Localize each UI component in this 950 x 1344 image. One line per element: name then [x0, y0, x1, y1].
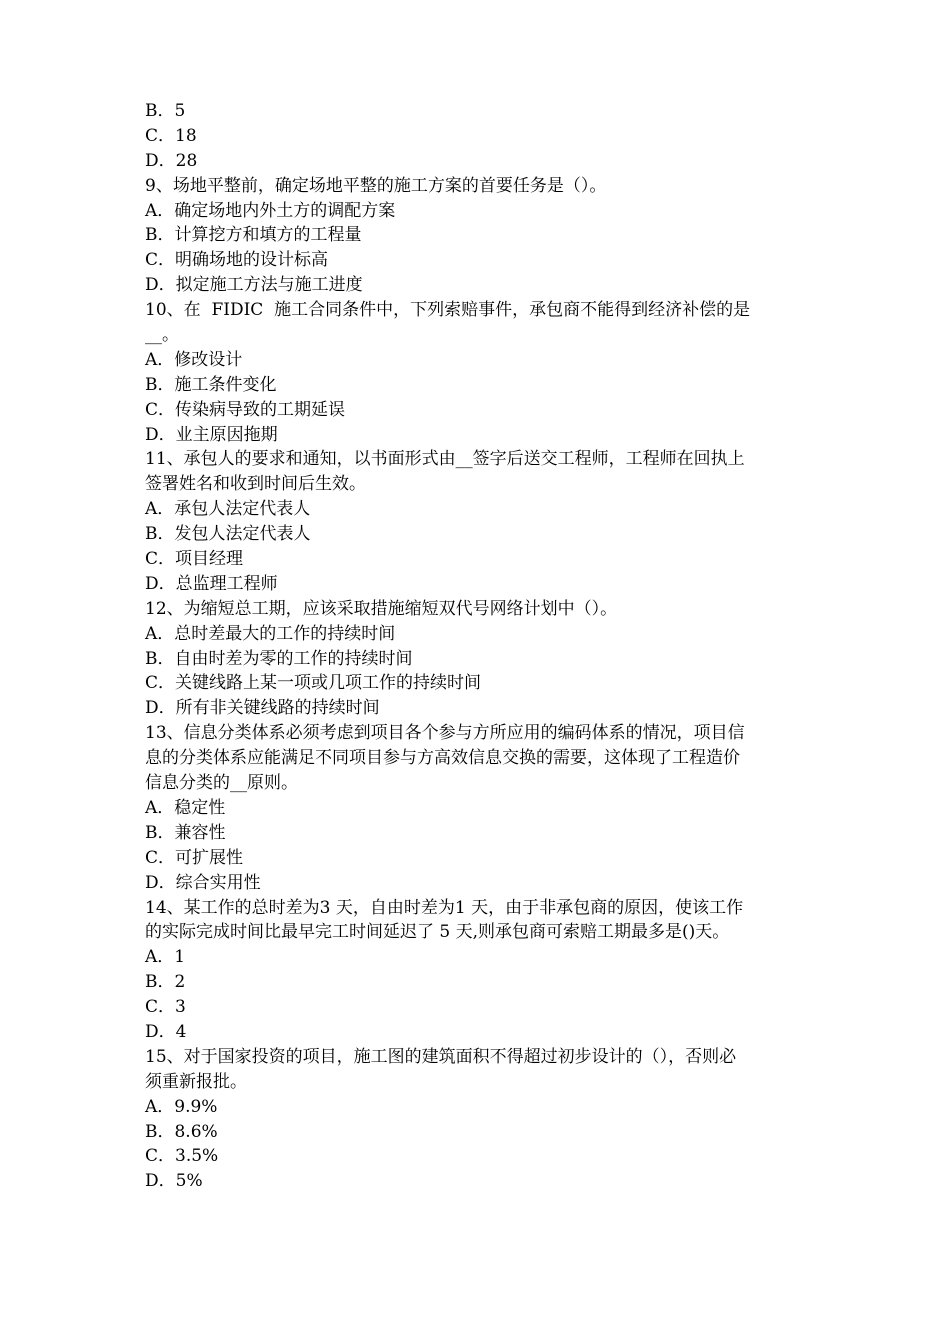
answer-option-line: D．综合实用性	[145, 872, 261, 893]
answer-option-line: C．3	[145, 997, 186, 1018]
answer-option-line: B．2	[145, 972, 186, 993]
answer-option-line: D．业主原因拖期	[145, 424, 278, 445]
answer-option-line: A．1	[145, 947, 186, 968]
question-text-line: 的实际完成时间比最早完工时间延迟了 5 天,则承包商可索赔工期最多是()天。	[145, 922, 730, 943]
answer-option-line: C．可扩展性	[145, 847, 244, 868]
question-text-line: 13、信息分类体系必须考虑到项目各个参与方所应用的编码体系的情况，项目信	[145, 723, 745, 744]
answer-option-line: D．拟定施工方法与施工进度	[145, 275, 363, 296]
question-text-line: 10、在 FIDIC 施工合同条件中，下列索赔事件，承包商不能得到经济补偿的是	[145, 300, 751, 321]
question-text-line: 息的分类体系应能满足不同项目参与方高效信息交换的需要，这体现了工程造价	[145, 748, 740, 769]
answer-option-line: C．项目经理	[145, 549, 244, 570]
answer-option-line: B．施工条件变化	[145, 374, 277, 395]
answer-option-line: D．28	[145, 150, 198, 171]
answer-option-line: B．5	[145, 101, 186, 121]
answer-option-line: B．兼容性	[145, 822, 226, 843]
answer-option-line: A．总时差最大的工作的持续时间	[145, 623, 396, 644]
question-text-line: 签署姓名和收到时间后生效。	[145, 474, 366, 495]
answer-option-line: B．发包人法定代表人	[145, 524, 311, 545]
answer-option-line: A．修改设计	[145, 349, 243, 370]
document-text-body	[145, 99, 813, 1194]
answer-option-line: C．明确场地的设计标高	[145, 250, 329, 271]
answer-option-line: A．9.9%	[145, 1096, 218, 1117]
answer-option-line: D．4	[145, 1021, 187, 1042]
question-text-line: 11、承包人的要求和通知，以书面形式由__签字后送交工程师，工程师在回执上	[145, 449, 745, 470]
answer-option-line: B．计算挖方和填方的工程量	[145, 225, 362, 246]
question-text-line: 信息分类的__原则。	[145, 773, 298, 794]
answer-option-line: B．自由时差为零的工作的持续时间	[145, 648, 413, 669]
answer-option-line: C．关键线路上某一项或几项工作的持续时间	[145, 673, 482, 694]
answer-option-line: A．承包人法定代表人	[145, 499, 311, 520]
answer-option-line: A．稳定性	[145, 797, 226, 818]
question-text-line: 15、对于国家投资的项目，施工图的建筑面积不得超过初步设计的（），否则必	[145, 1046, 737, 1067]
answer-option-line: C．3.5%	[145, 1146, 219, 1167]
answer-option-line: B．8.6%	[145, 1121, 218, 1142]
question-text-line: 14、某工作的总时差为3 天，自由时差为1 天，由于非承包商的原因，使该工作	[145, 897, 744, 918]
answer-option-line: C．传染病导致的工期延误	[145, 399, 346, 420]
answer-option-line: D．总监理工程师	[145, 573, 278, 594]
answer-option-line: C．18	[145, 125, 197, 146]
question-text-line: __。	[145, 325, 179, 346]
answer-option-line: D．所有非关键线路的持续时间	[145, 698, 380, 719]
question-text-line: 12、为缩短总工期，应该采取措施缩短双代号网络计划中（）。	[145, 598, 618, 619]
question-text-line: 须重新报批。	[145, 1071, 247, 1092]
answer-option-line: D．5%	[145, 1171, 203, 1192]
question-text-line: 9、场地平整前，确定场地平整的施工方案的首要任务是（）。	[145, 175, 607, 196]
answer-option-line: A．确定场地内外土方的调配方案	[145, 200, 396, 221]
